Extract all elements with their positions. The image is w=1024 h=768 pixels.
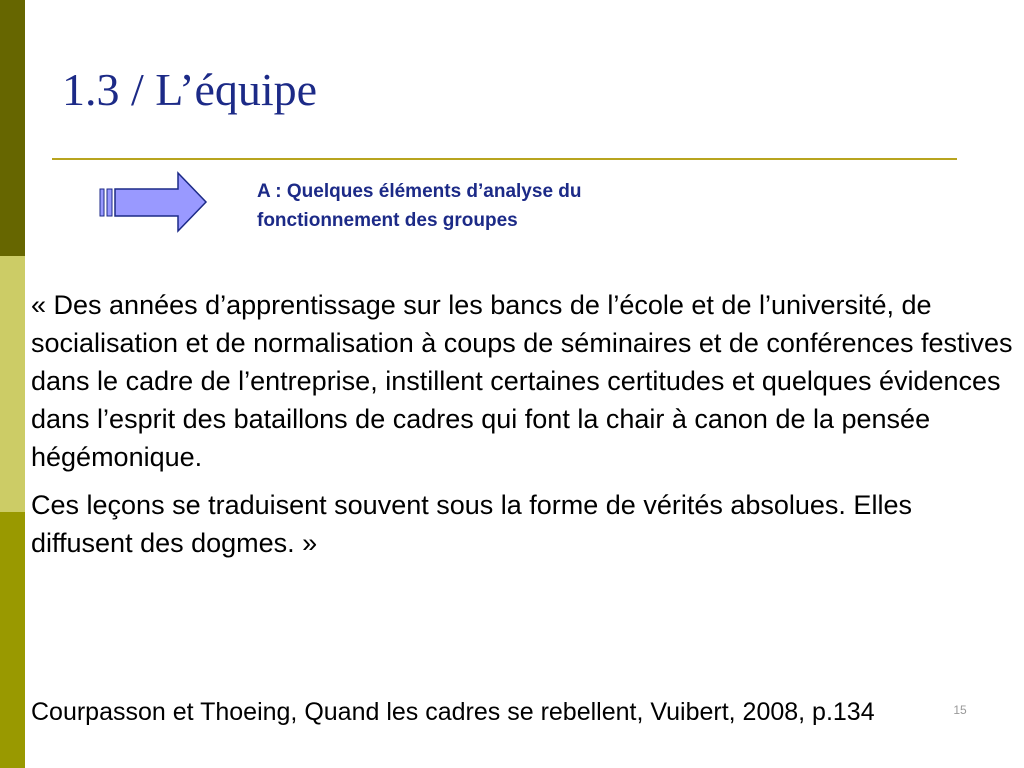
quote-body xyxy=(31,286,1016,562)
quote-paragraph: « Des années d’apprentissage sur les bancs de l’école et de l’université, de socialisation et de normalisation à coups de séminaires et de conférences festives dans le cadre de l’entreprise, instillent certaines certitudes et quelques évidences dans l’esprit des bataillons de cadres qui font la chair à canon de la pensée hégémonique. xyxy=(31,290,1013,472)
citation: Courpasson et Thoeing, Quand les cadres se rebellent, Vuibert, 2008, p.134 xyxy=(31,698,875,726)
sidebar-bar-top xyxy=(0,0,25,256)
title-divider xyxy=(52,158,957,160)
section-subtitle xyxy=(257,177,737,235)
subtitle-line-2: fonctionnement des groupes xyxy=(257,210,518,231)
slide-title: 1.3 / L’équipe xyxy=(62,64,318,115)
quote-paragraph: Ces leçons se traduisent souvent sous la forme de vérités absolues. Elles diffusent des dogmes. » xyxy=(31,490,912,558)
right-arrow-icon xyxy=(97,171,209,233)
sidebar-bar-middle xyxy=(0,256,25,512)
slide-number: 15 xyxy=(953,703,967,717)
subtitle-line-1: A : Quelques éléments d’analyse du xyxy=(257,181,582,202)
sidebar-bar-bottom xyxy=(0,512,25,768)
